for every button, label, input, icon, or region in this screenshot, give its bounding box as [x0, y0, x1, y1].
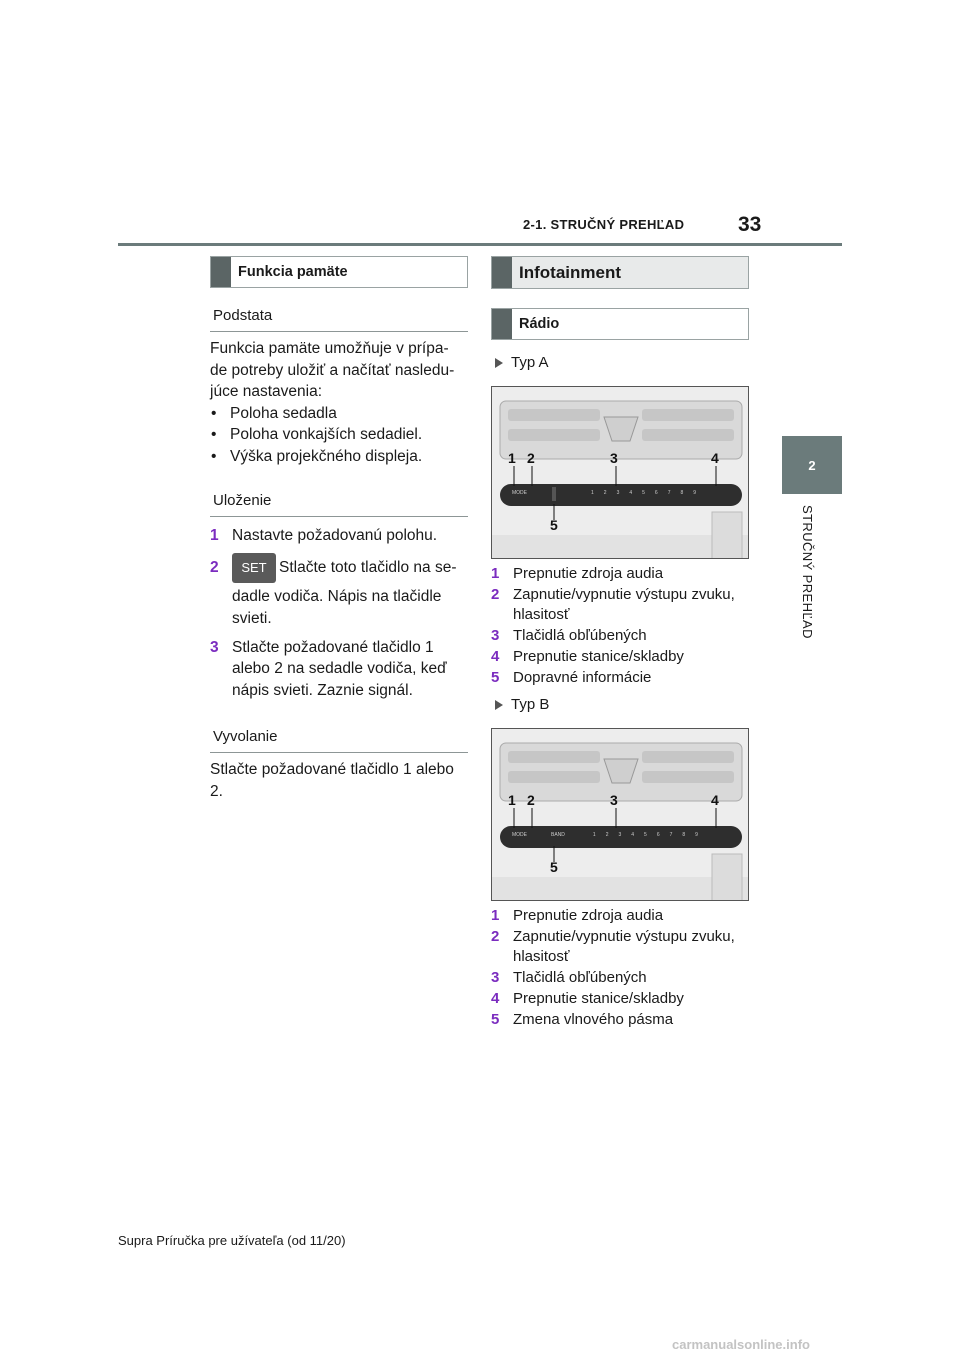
subhead-save: Uloženie: [210, 481, 468, 517]
legend-number: 5: [491, 1011, 500, 1028]
panel-button-label: 5: [644, 832, 647, 838]
callout-3: 3: [610, 792, 618, 808]
panel-button-labels: [512, 490, 696, 496]
callout-5: 5: [550, 517, 558, 533]
panel-button-label: 2: [605, 832, 609, 838]
legend-item: [491, 647, 749, 667]
chapter-tab: 2: [782, 436, 842, 494]
chapter-tab-label: STRUČNÝ PREHĽAD: [800, 505, 815, 639]
legend-number: 1: [491, 907, 500, 924]
legend-number: 3: [491, 627, 500, 644]
panel-button-label: 9: [693, 490, 697, 496]
callout-4: 4: [711, 792, 719, 808]
step-1: [210, 525, 468, 547]
infotainment-title: Infotainment: [519, 262, 621, 282]
legend-text: Prepnutie zdroja audia: [513, 565, 664, 582]
legend-number: 3: [491, 969, 500, 986]
legend-text: Tlačidlá obľúbených: [513, 969, 647, 986]
legend-text: Zmena vlnového pásma: [513, 1011, 674, 1028]
legend-text: Tlačidlá obľúbených: [513, 627, 647, 644]
panel-button-label: 8: [680, 490, 684, 496]
type-b-heading: [491, 696, 749, 713]
callout-2: 2: [527, 450, 535, 466]
box-bar: [492, 309, 512, 339]
radio-panel-figure-b: [491, 728, 749, 901]
legend-text: Zapnutie/vypnutie výstupu zvuku,: [513, 928, 735, 945]
panel-button-label: 7: [669, 832, 673, 838]
intro-line: Funkcia pamäte umožňuje v prípa-: [210, 340, 449, 357]
set-button-icon: SET: [232, 553, 276, 583]
step-text-cont: svieti.: [232, 610, 272, 628]
infotainment-box: [491, 256, 749, 289]
step-text: Stlačte požadované tlačidlo 1: [232, 638, 434, 656]
callout-2: 2: [527, 792, 535, 808]
panel-button-label: 7: [667, 490, 671, 496]
legend-item: [491, 989, 749, 1009]
callout-4: 4: [711, 450, 719, 466]
step-text: Stlačte toto tlačidlo na se-: [279, 558, 457, 576]
radio-panel-illustration: [492, 387, 749, 559]
callout-3: 3: [610, 450, 618, 466]
callout-1: 1: [508, 450, 516, 466]
intro-line: de potreby uložiť a načítať nasledu-: [210, 361, 455, 379]
step-number: 1: [210, 527, 219, 544]
legend-item: [491, 906, 749, 926]
panel-button-label: 1: [592, 832, 596, 838]
triangle-bullet-icon: [495, 700, 503, 710]
legend-text: Prepnutie stanice/skladby: [513, 990, 684, 1007]
panel-button-label: 6: [654, 490, 658, 496]
panel-button-label: MODE: [512, 490, 527, 496]
panel-button-label: MODE: [512, 832, 527, 838]
step-number: 3: [210, 638, 219, 656]
type-b-label: Typ B: [511, 696, 550, 713]
type-b-legend: [491, 906, 749, 1030]
legend-text: hlasitosť: [513, 606, 570, 623]
step-number: 2: [210, 558, 219, 576]
step-2: [210, 553, 468, 630]
panel-button-label: 9: [695, 832, 698, 838]
legend-text: Prepnutie stanice/skladby: [513, 648, 684, 665]
legend-item: [491, 626, 749, 646]
box-bar: [492, 257, 512, 288]
legend-number: 2: [491, 928, 500, 945]
callout-1: 1: [508, 792, 516, 808]
intro-line: júce nastavenia:: [210, 383, 323, 400]
left-column: [210, 256, 468, 802]
bullet-item: • Poloha sedadla: [210, 403, 468, 425]
panel-button-label: 6: [656, 832, 660, 838]
legend-text: Zapnutie/vypnutie výstupu zvuku,: [513, 586, 735, 603]
footer-text: Supra Príručka pre užívateľa (od 11/20): [118, 1233, 346, 1248]
panel-button-label: 1: [591, 490, 594, 496]
section-title: 2-1. STRUČNÝ PREHĽAD: [523, 217, 685, 232]
bullet-item: • Výška projekčného displeja.: [210, 446, 468, 468]
page-number: 33: [738, 213, 762, 236]
triangle-bullet-icon: [495, 358, 503, 368]
memory-function-box: [210, 256, 468, 288]
panel-button-label: 4: [629, 490, 633, 496]
legend-text: Prepnutie zdroja audia: [513, 907, 664, 924]
intro-paragraph: [210, 338, 468, 467]
callout-5: 5: [550, 859, 558, 875]
recall-line: Stlačte požadované tlačidlo 1 alebo: [210, 761, 454, 779]
panel-button-label: 4: [631, 832, 635, 838]
panel-button-label: 2: [603, 490, 607, 496]
legend-number: 1: [491, 565, 500, 582]
panel-button-labels: [512, 832, 698, 838]
legend-item: [491, 1010, 749, 1030]
subhead-basis: Podstata: [210, 296, 468, 332]
recall-line: 2.: [210, 782, 223, 800]
radio-title: Rádio: [519, 316, 560, 332]
step-text: Nastavte požadovanú polohu.: [232, 527, 438, 544]
legend-item: [491, 968, 749, 988]
recall-paragraph: [210, 759, 468, 802]
legend-number: 4: [491, 648, 500, 665]
radio-panel-figure-a: [491, 386, 749, 559]
type-a-heading: [491, 354, 749, 371]
subhead-recall: Vyvolanie: [210, 717, 468, 753]
panel-button-label: 8: [682, 832, 686, 838]
panel-button-label: 3: [616, 490, 620, 496]
legend-number: 2: [491, 586, 500, 603]
step-3: [210, 637, 468, 702]
radio-box: [491, 308, 749, 340]
legend-item: [491, 668, 749, 688]
header-rule: [118, 243, 842, 246]
step-text-cont: dadle vodiča. Nápis na tlačidle: [232, 587, 442, 605]
step-text-cont: alebo 2 na sedadle vodiča, keď: [232, 660, 447, 678]
type-a-legend: [491, 564, 749, 688]
legend-item: [491, 927, 749, 967]
panel-button-label: 3: [618, 832, 622, 838]
panel-button-label: BAND: [551, 832, 565, 838]
legend-item: [491, 585, 749, 625]
right-column: [491, 256, 749, 1031]
radio-panel-illustration: [492, 729, 749, 901]
type-a-label: Typ A: [511, 354, 549, 371]
save-steps: [210, 525, 468, 701]
bullet-item: • Poloha vonkajších sedadiel.: [210, 424, 468, 446]
legend-number: 5: [491, 669, 500, 686]
box-bar: [211, 257, 231, 287]
memory-function-title: Funkcia pamäte: [238, 264, 348, 280]
legend-text: Dopravné informácie: [513, 669, 652, 686]
watermark: carmanualsonline.info: [672, 1337, 810, 1352]
legend-text: hlasitosť: [513, 948, 570, 965]
legend-number: 4: [491, 990, 500, 1007]
step-text-cont: nápis svieti. Zaznie signál.: [232, 681, 413, 699]
panel-button-label: 5: [642, 490, 645, 496]
legend-item: [491, 564, 749, 584]
